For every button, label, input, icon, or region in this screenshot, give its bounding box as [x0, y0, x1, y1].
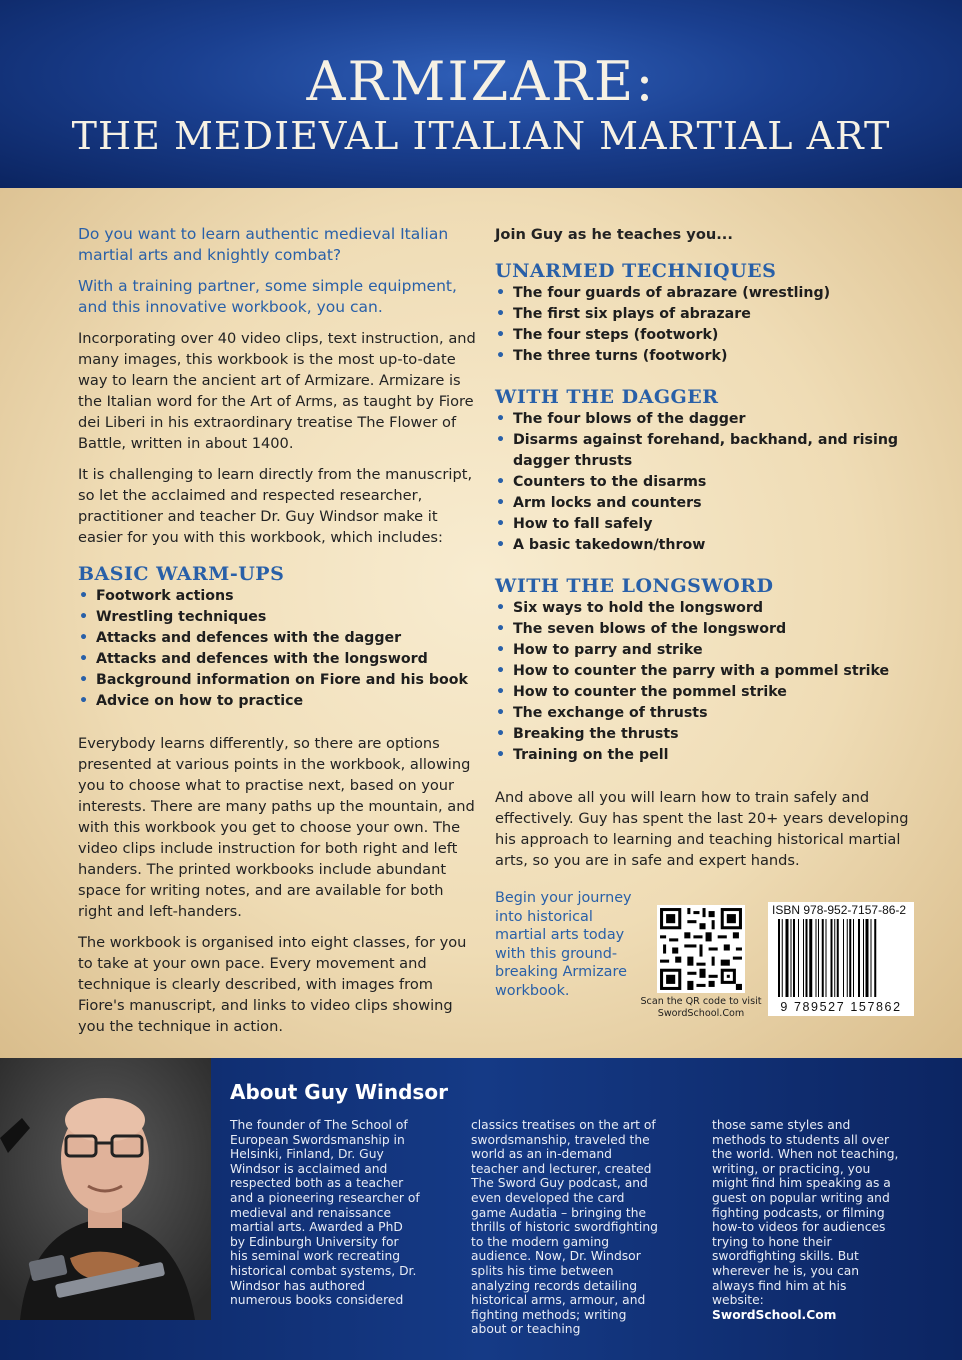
list-item: • The exchange of thrusts — [495, 703, 915, 724]
list-item: • How to counter the parry with a pommel strike — [495, 661, 915, 682]
list-item: • Breaking the thrusts — [495, 724, 915, 745]
about-text-column-1 — [230, 1118, 420, 1308]
list-item: • Training on the pell — [495, 745, 915, 766]
about-heading: About Guy Windsor — [230, 1080, 448, 1104]
right-column — [495, 224, 915, 881]
description-paragraph: Everybody learns differently, so there are options presented at various points in the workbook, allowing you to choose what to practise next, based on your interests. There are many paths up the mountain, and with this workbook you get to choose your own. The video clips include instruction for both right and left handers. The printed workbooks include abundant space for writing notes, and are available for both right and left-handers. — [78, 735, 475, 920]
dagger-list — [495, 409, 915, 556]
barcode-number: 9 789527 157862 — [780, 1000, 902, 1014]
about-text: those same styles and methods to students all over the world. When not teaching, writing, or practicing, you might find him speaking as a guest on popular writing and fighting podcasts, or filming how-to videos for audiences trying to hone their swordfighting skills. But wherever he is, you can always find him at his website: — [712, 1118, 899, 1308]
description-paragraph: It is challenging to learn directly from the manuscript, so let the acclaimed and respected researcher, practitioner and teacher Dr. Guy Windsor make it easier for you with this workbook, which includes: — [78, 466, 473, 546]
list-item: • The four blows of the dagger — [495, 409, 915, 430]
isbn-label: ISBN 978-952-7157-86-2 — [772, 903, 907, 917]
list-item: • Attacks and defences with the dagger — [78, 628, 478, 649]
book-subtitle: THE MEDIEVAL ITALIAN MARTIAL ART — [71, 114, 891, 158]
description-paragraph: The workbook is organised into eight classes, for you to take at your own pace. Every movement and technique is clearly described, with images from Fiore's manuscript, and links to video clips showing you the technique in action. — [78, 934, 467, 1035]
list-item: • How to fall safely — [495, 514, 915, 535]
qr-code[interactable] — [657, 905, 745, 993]
lead-text: Join Guy as he teaches you... — [495, 226, 733, 243]
dagger-heading: WITH THE DAGGER — [495, 386, 719, 408]
longsword-list — [495, 598, 915, 766]
list-item: • Footwork actions — [78, 586, 478, 607]
warmups-list — [78, 586, 478, 712]
about-text: classics treatises on the art of swordsmanship, traveled the world as an in-demand teacher and lecturer, created The Sword Guy podcast, and even developed the card game Audatia – bringing the thrills of historic swordfighting to the modern gaming audience. Now, Dr. Windsor splits his time between analyzing records detailing historical arms, armour, and fighting methods; writing about or teaching — [471, 1118, 658, 1337]
author-photo — [0, 1058, 211, 1320]
qr-code-icon — [657, 905, 745, 993]
unarmed-heading: UNARMED TECHNIQUES — [495, 260, 777, 282]
left-column — [78, 224, 478, 1047]
list-item: • How to parry and strike — [495, 640, 915, 661]
list-item: • Arm locks and counters — [495, 493, 915, 514]
closing-paragraph: And above all you will learn how to train safely and effectively. Guy has spent the last 20+ years developing his approach to learning and teaching historical martial arts, so you are in safe and expert hands. — [495, 789, 909, 869]
description-paragraph: Incorporating over 40 video clips, text instruction, and many images, this workbook is the most up-to-date way to learn the ancient art of Armizare. Armizare is the Italian word for the Art of Arms, as taught by Fiore dei Liberi in his extraordinary treatise The Flower of Battle, written in about 1400. — [78, 330, 476, 452]
book-title: ARMIZARE: — [306, 50, 656, 113]
list-item: • Background information on Fiore and his book — [78, 670, 478, 691]
list-item: • The first six plays of abrazare — [495, 304, 915, 325]
list-item: • The three turns (footwork) — [495, 346, 915, 367]
list-item: • The seven blows of the longsword — [495, 619, 915, 640]
unarmed-list — [495, 283, 915, 367]
barcode-icon — [778, 919, 904, 997]
qr-caption: Scan the QR code to visit SwordSchool.Com — [640, 996, 762, 1019]
intro-answer: With a training partner, some simple equipment, and this innovative workbook, you can. — [78, 277, 457, 316]
about-text-column-2 — [471, 1118, 661, 1337]
list-item: • Counters to the disarms — [495, 472, 915, 493]
website-link[interactable]: SwordSchool.Com — [712, 1307, 837, 1322]
about-text: The founder of The School of European Swordsmanship in Helsinki, Finland, Dr. Guy Windsor is acclaimed and respected both as a teacher and a pioneering researcher of medieval and renaissance martial arts. Awarded a PhD by Edinburgh University for his seminal work recreating historical combat systems, Dr. Windsor has authored numerous books considered — [230, 1118, 420, 1308]
call-to-action: Begin your journey into historical martial arts today with this ground-breaking Armizare workbook. — [495, 890, 632, 999]
intro-question: Do you want to learn authentic medieval Italian martial arts and knightly combat? — [78, 225, 449, 264]
warmups-heading: BASIC WARM-UPS — [78, 563, 285, 585]
list-item: • Disarms against forehand, backhand, and rising dagger thrusts — [495, 430, 915, 472]
list-item: • Advice on how to practice — [78, 691, 478, 712]
list-item: • How to counter the pommel strike — [495, 682, 915, 703]
list-item: • The four guards of abrazare (wrestling) — [495, 283, 915, 304]
list-item: • Attacks and defences with the longsword — [78, 649, 478, 670]
list-item: • Wrestling techniques — [78, 607, 478, 628]
list-item: • Six ways to hold the longsword — [495, 598, 915, 619]
list-item: • A basic takedown/throw — [495, 535, 915, 556]
isbn-barcode — [768, 902, 914, 1016]
longsword-heading: WITH THE LONGSWORD — [495, 575, 774, 597]
title-banner — [0, 0, 962, 188]
list-item: • The four steps (footwork) — [495, 325, 915, 346]
about-text-column-3 — [712, 1118, 902, 1322]
